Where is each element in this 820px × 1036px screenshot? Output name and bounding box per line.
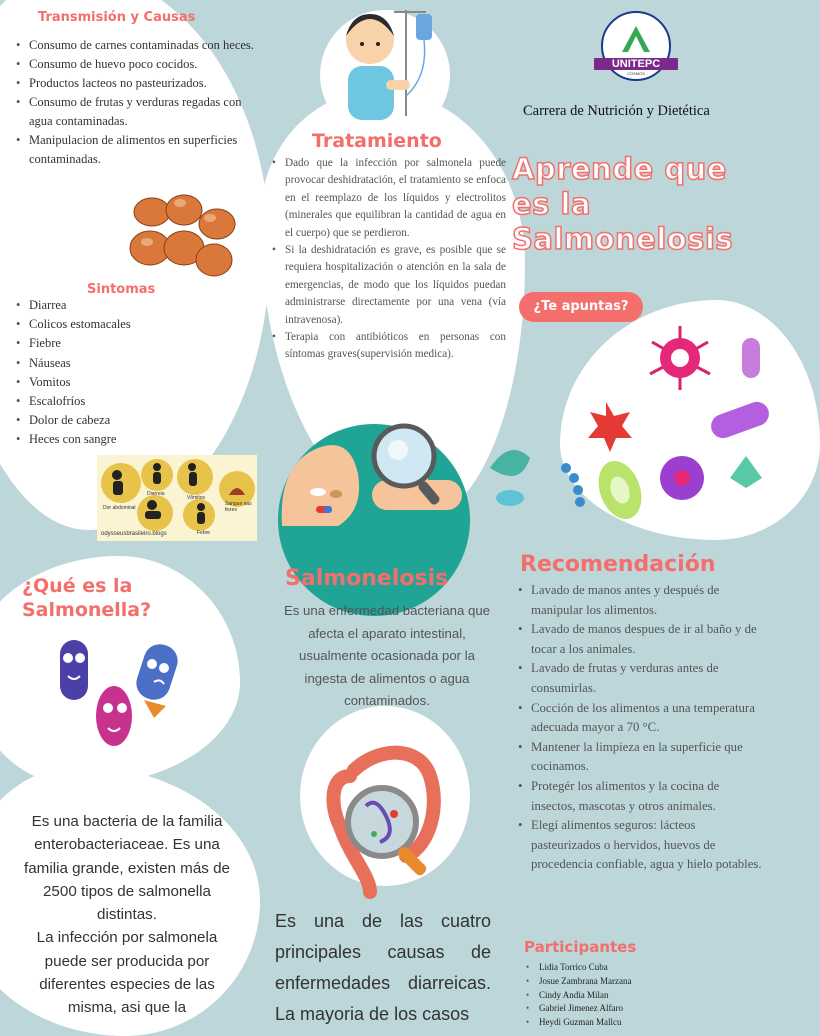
symptoms-image xyxy=(97,455,257,541)
list-item: • Cocción de los alimentos a una temperatura adecuada mayor a 70 °C. xyxy=(516,699,762,738)
transmision-title: Transmisión y Causas xyxy=(38,10,196,25)
list-item: • Diarrea xyxy=(14,296,214,315)
logo-sub: COSMOS xyxy=(627,71,645,76)
pills-illustration xyxy=(278,414,476,526)
participantes-list xyxy=(524,961,724,1030)
list-item: • Si la deshidratación es grave, es posible que se requiera hospitalización o atención en la sala de emergencias, de modo que los líquidos puedan administrarse directamente por una vena (vía intravenosa). xyxy=(270,242,506,329)
que-es-title xyxy=(22,574,151,622)
headline-line: Salmonelosis xyxy=(512,222,734,256)
university-logo xyxy=(592,8,680,80)
list-item: • Colicos estomacales xyxy=(14,315,214,334)
list-item: • Consumo de huevo poco cocidos. xyxy=(14,55,254,74)
salmonelosis-title: Salmonelosis xyxy=(285,566,449,591)
list-item: • Escalofríos xyxy=(14,392,214,411)
list-item: • Mantener la limpieza en la superficie que cocinamos. xyxy=(516,738,762,777)
eggs-image xyxy=(122,190,240,282)
que-es-body xyxy=(16,810,238,1020)
symptom-label: Sangue nas fezes xyxy=(225,501,252,513)
top-panel xyxy=(0,0,768,537)
list-item: • Lavado de manos antes y después de manipular los alimentos. xyxy=(516,581,762,620)
participant-name: • Heydi Guzman Mallcu xyxy=(524,1016,724,1030)
que-es-paragraph: La infección por salmonela puede ser producida por diferentes especies de las misma, asi que la xyxy=(36,929,218,1017)
que-es-title-line: ¿Qué es la xyxy=(22,575,133,597)
participantes-title: Participantes xyxy=(524,938,637,956)
participant-name: • Lidia Torrico Cuba xyxy=(524,961,724,975)
intestine-illustration xyxy=(310,736,460,896)
symptom-label: Vômitos xyxy=(187,495,206,501)
list-item: • Lavado de frutas y verduras antes de consumirlas. xyxy=(516,659,762,698)
list-item: • Productos lacteos no pasteurizados. xyxy=(14,74,254,93)
recomendacion-title: Recomendación xyxy=(520,552,716,577)
participant-name: • Gabriel Jimenez Alfaro xyxy=(524,1002,724,1016)
list-item: • Náuseas xyxy=(14,354,214,373)
symptom-label: Febre xyxy=(197,530,211,536)
cover-headline xyxy=(512,152,768,257)
list-item: • Lavado de manos despues de ir al baño y de tocar a los animales. xyxy=(516,620,762,659)
que-es-paragraph: Es una bacteria de la familia enterobacteriaceae. Es una familia grande, existen más de 2500 tipos de salmonella distintas. xyxy=(24,813,230,924)
salmonelosis-body: Es una enfermedad bacteriana que afecta el aparato intestinal, usualmente ocasionada por la ingesta de alimentos o agua contaminados. xyxy=(283,603,491,708)
list-item: • Vomitos xyxy=(14,373,214,392)
sintomas-title: Sintomas xyxy=(87,282,156,297)
list-item: • Consumo de frutas y verduras regadas con agua contaminadas. xyxy=(14,93,254,131)
list-item: • Heces con sangre xyxy=(14,430,214,449)
headline-line: Aprende que xyxy=(512,152,727,186)
list-item: • Elegí alimentos seguros: lácteos pasteurizados o hervidos, huevos de procedencia confiable, agua y hielo potables. xyxy=(516,816,762,875)
list-item: • Dado que la infección por salmonela puede provocar deshidratación, el tratamiento se enfoca en el reemplazo de los líquidos y electrolitos (minerales que equilibran la cantidad de agua en el cuerpo) que se perdieron. xyxy=(270,155,506,242)
list-item: • Manipulacion de alimentos en superficies contaminadas. xyxy=(14,131,254,169)
bacteria-illustration xyxy=(470,318,768,518)
symptom-label: Dor abdominal xyxy=(103,505,136,511)
headline-line: es la xyxy=(512,187,592,221)
participant-name: • Josue Zambrana Marzana xyxy=(524,975,724,989)
image-caption: odysseusbrasileiro.blogs xyxy=(101,531,167,537)
bottom-panel xyxy=(0,536,768,1028)
list-item: • Consumo de carnes contaminadas con heces. xyxy=(14,36,254,55)
logo-name: UNITEPC xyxy=(611,58,661,70)
sintomas-list xyxy=(14,296,214,450)
participant-name: • Cindy Andia Milan xyxy=(524,989,724,1003)
que-es-title-line: Salmonella? xyxy=(22,599,152,621)
list-item: • Protegér los alimentos y la cocina de insectos, mascotas y otros animales. xyxy=(516,777,762,816)
list-item: • Fiebre xyxy=(14,334,214,353)
symptom-label: Diarreia xyxy=(147,491,165,497)
bacteria-characters xyxy=(36,634,188,774)
cta-button[interactable]: ¿Te apuntas? xyxy=(519,292,643,322)
list-item: • Dolor de cabeza xyxy=(14,411,214,430)
transmision-list xyxy=(14,36,254,169)
recomendacion-list xyxy=(516,581,762,875)
tratamiento-title: Tratamiento xyxy=(312,130,442,152)
carrera-label: Carrera de Nutrición y Dietética xyxy=(523,103,710,119)
salmonelosis-body-2: Es una de las cuatro principales causas de enfermedades diarreicas. La mayoria de los casos xyxy=(275,911,491,1024)
list-item: • Terapia con antibióticos en personas con síntomas graves(supervisión medica). xyxy=(270,329,506,364)
patient-illustration xyxy=(336,6,446,132)
